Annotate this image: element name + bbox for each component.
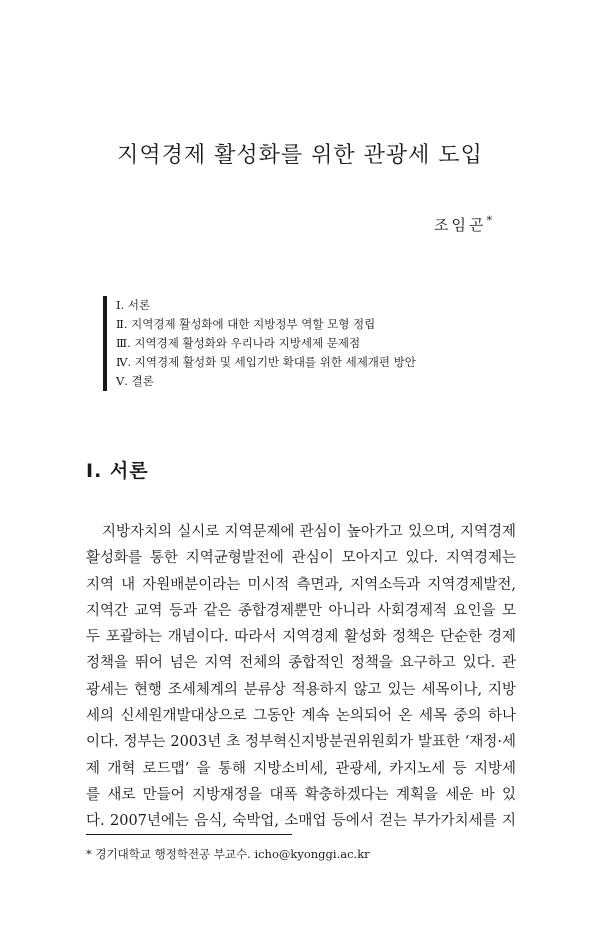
body-line: 지방자치의 실시로 지역문제에 관심이 높아가고 있으며, 지역경제 xyxy=(102,524,516,540)
toc-item: Ⅱ. 지역경제 활성화에 대한 지방정부 역할 모형 정립 xyxy=(116,317,376,331)
body-line: 두 포괄하는 개념이다. 따라서 지역경제 활성화 정책은 단순한 경제 xyxy=(86,629,516,646)
footnote-divider xyxy=(86,834,292,835)
body-line: 이다. 정부는 2003년 초 정부혁신지방분권위원회가 발표한 ‘재정·세 xyxy=(86,734,516,751)
toc-item: Ⅰ. 서론 xyxy=(116,298,151,312)
body-line: 지역 내 자원배분이라는 미시적 측면과, 지역소득과 지역경제발전, xyxy=(86,576,516,593)
body-line: 광세는 현행 조세체계의 분류상 적용하지 않고 있는 세목이나, 지방 xyxy=(86,681,516,698)
body-line: 정책을 뛰어 넘은 지역 전체의 종합적인 정책을 요구하고 있다. 관 xyxy=(86,655,516,672)
table-of-contents xyxy=(103,296,416,391)
footnote: * 경기대학교 행정학전공 부교수. icho@kyonggi.ac.kr xyxy=(86,847,370,861)
author-name-text: 조임곤 xyxy=(434,216,487,234)
author-name xyxy=(434,214,492,235)
body-line: 를 새로 만들어 지방재정을 대폭 확충하겠다는 계획을 세운 바 있 xyxy=(86,786,516,803)
toc-item: Ⅴ. 결론 xyxy=(116,374,154,388)
toc-item: Ⅳ. 지역경제 활성화 및 세입기반 확대를 위한 세제개편 방안 xyxy=(116,355,416,369)
section-heading: Ⅰ. 서론 xyxy=(86,460,149,482)
toc-item: Ⅲ. 지역경제 활성화와 우리나라 지방세제 문제점 xyxy=(116,336,361,350)
body-line: 다. 2007년에는 음식, 숙박업, 소매업 등에서 걷는 부가가치세를 지 xyxy=(86,813,516,830)
body-line: 제 개혁 로드맵’ 을 통해 지방소비세, 관광세, 카지노세 등 지방세 xyxy=(86,760,516,777)
author-footnote-mark: * xyxy=(486,214,492,227)
body-line: 활성화를 통한 지역균형발전에 관심이 모아지고 있다. 지역경제는 xyxy=(86,550,516,567)
paper-title: 지역경제 활성화를 위한 관광세 도입 xyxy=(117,143,483,168)
body-line: 세의 신세원개발대상으로 그동안 계속 논의되어 온 세목 중의 하나 xyxy=(86,708,516,725)
body-paragraph xyxy=(86,519,516,835)
body-line: 지역간 교역 등과 같은 종합경제뿐만 아니라 사회경제적 요인을 모 xyxy=(86,602,516,619)
